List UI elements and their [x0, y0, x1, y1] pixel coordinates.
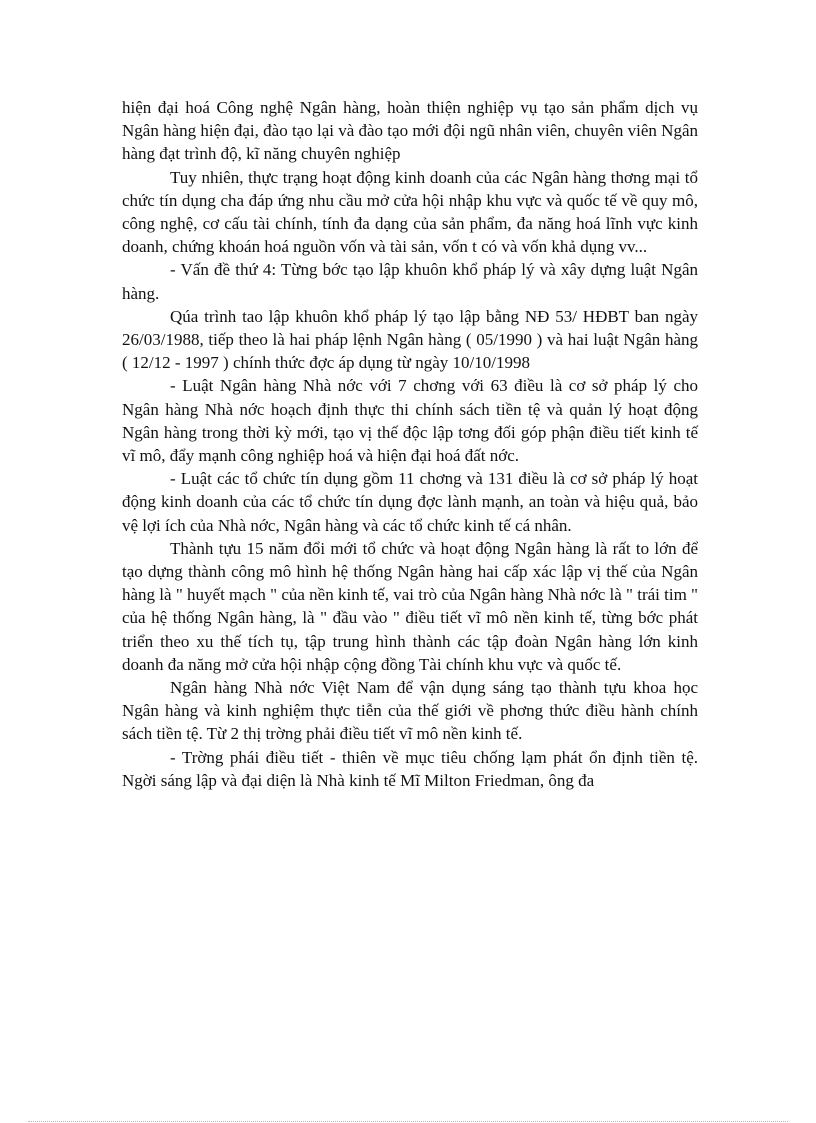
page-bottom-divider	[28, 1121, 788, 1122]
paragraph-continuation: hiện đại hoá Công nghệ Ngân hàng, hoàn thiện nghiệp vụ tạo sản phẩm dịch vụ Ngân hàng hiện đại, đào tạo lại và đào tạo mới đội ngũ nhân viên, chuyên viên Ngân hàng đạt trình độ, kĩ năng chuyên nghiệp	[122, 98, 698, 164]
document-page	[122, 96, 698, 792]
paragraph-achievements: Thành tựu 15 năm đổi mới tổ chức và hoạt động Ngân hàng là rất to lớn để tạo dựng thành công mô hình hệ thống Ngân hàng hai cấp xác lập vị thế của Ngân hàng là " huyết mạch " của nền kinh tế, vai trò của Ngân hàng Nhà nớc là " trái tim " của hệ thống Ngân hàng, là " đầu vào " điều tiết vĩ mô nền kinh tế, từng bớc phát triển theo xu thế tích tụ, tập trung hình thành các tập đoàn Ngân hàng lớn kinh doanh đa năng mở cửa hội nhập cộng đồng Tài chính khu vực và quốc tế.	[122, 538, 698, 674]
paragraph-central-bank-law: - Luật Ngân hàng Nhà nớc với 7 chơng với 63 điều là cơ sở pháp lý cho Ngân hàng Nhà nớc hoạch định thực thi chính sách tiền tệ và quản lý hoạt động Ngân hàng trong thời kỳ mới, tạo vị thế độc lập tơng đối góp phận điều tiết kinh tế vĩ mô, đẩy mạnh công nghiệp hoá và hiện đại hoá đất nớc.	[122, 376, 698, 466]
paragraph-legal-framework: Qúa trình tao lập khuôn khổ pháp lý tạo lập bằng NĐ 53/ HĐBT ban ngày 26/03/1988, tiếp theo là hai pháp lệnh Ngân hàng ( 05/1990 ) và hai luật Ngân hàng ( 12/12 - 1997 ) chính thức đợc áp dụng từ ngày 10/10/1998	[122, 306, 698, 373]
paragraph-monetarist-school: - Trờng phái điều tiết - thiên về mục tiêu chống lạm phát ổn định tiền tệ. Ngời sáng lập và đại diện là Nhà kinh tế Mĩ Milton Friedman, ông đa	[122, 747, 698, 790]
paragraph-credit-institutions-law: - Luật các tổ chức tín dụng gồm 11 chơng và 131 điều là cơ sở pháp lý hoạt động kinh doanh của các tổ chức tín dụng đợc lành mạnh, an toàn và hiệu quả, bảo vệ lợi ích của Nhà nớc, Ngân hàng và các tổ chức kinh tế cá nhân.	[122, 469, 698, 535]
paragraph-state-bank-vietnam: Ngân hàng Nhà nớc Việt Nam để vận dụng sáng tạo thành tựu khoa học Ngân hàng và kinh nghiệm thực tiễn của thế giới về phơng thức điều hành chính sách tiền tệ. Từ 2 thị trờng phải điều tiết vĩ mô nền kinh tế.	[122, 678, 698, 744]
paragraph-current-situation: Tuy nhiên, thực trạng hoạt động kinh doanh của các Ngân hàng thơng mại tổ chức tín dụng cha đáp ứng nhu cầu mở cửa hội nhập khu vực và quốc tế về quy mô, công nghệ, cơ cấu tài chính, tính đa dạng của sản phẩm, đa năng hoá lĩnh vực kinh doanh, chứng khoán hoá nguồn vốn và tài sản, vốn t có và vốn khả dụng vv...	[122, 167, 698, 257]
paragraph-issue-4: - Vấn đề thứ 4: Từng bớc tạo lập khuôn khổ pháp lý và xây dựng luật Ngân hàng.	[122, 260, 698, 303]
